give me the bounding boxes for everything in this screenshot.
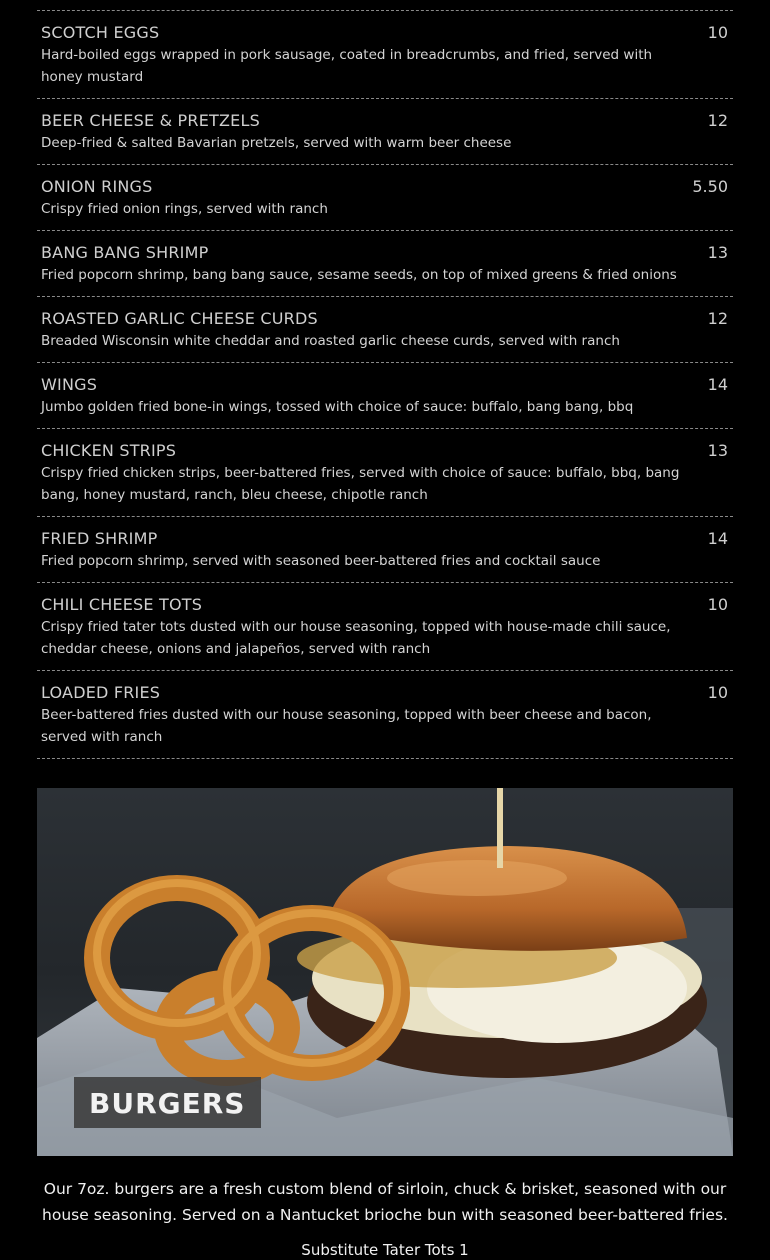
menu-item [37, 165, 733, 231]
menu-item-description: Hard-boiled eggs wrapped in pork sausage, coated in breadcrumbs, and fried, served with honey mustard [41, 47, 653, 85]
menu-item-name: LOADED FRIES [41, 683, 161, 702]
menu-item-description: Fried popcorn shrimp, bang bang sauce, sesame seeds, on top of mixed greens & fried onions [41, 267, 677, 283]
menu-item-price: 5.50 [692, 177, 728, 196]
divider [37, 0, 733, 11]
menu-item-price: 14 [707, 375, 728, 394]
menu-item [37, 297, 733, 363]
menu-item-name: CHILI CHEESE TOTS [41, 595, 203, 614]
menu-item [37, 99, 733, 165]
section-title: BURGERS [74, 1077, 261, 1128]
menu-item-name: WINGS [41, 375, 98, 394]
menu-item-name: ROASTED GARLIC CHEESE CURDS [41, 309, 318, 328]
menu-item-price: 12 [707, 309, 728, 328]
menu-item-description: Crispy fried chicken strips, beer-battered fries, served with choice of sauce: buffalo, bbq, bang bang, honey mustard, ranch, bleu cheese, chipotle ranch [41, 465, 680, 503]
menu-item-description: Beer-battered fries dusted with our house seasoning, topped with beer cheese and bacon, served with ranch [41, 707, 652, 745]
menu-item-price: 12 [707, 111, 728, 130]
menu-item [37, 583, 733, 671]
menu-item-description: Breaded Wisconsin white cheddar and roasted garlic cheese curds, served with ranch [41, 333, 620, 349]
section-intro: Our 7oz. burgers are a fresh custom blend of sirloin, chuck & brisket, seasoned with our house seasoning. Served on a Nantucket brioche bun with seasoned beer-battered fries. [42, 1180, 728, 1224]
menu-item-name: ONION RINGS [41, 177, 153, 196]
menu-item-description: Crispy fried tater tots dusted with our house seasoning, topped with house-made chili sauce, cheddar cheese, onions and jalapeños, served with ranch [41, 619, 671, 657]
menu-item [37, 231, 733, 297]
menu-item [37, 517, 733, 583]
menu-item-price: 14 [707, 529, 728, 548]
substitute-note: Substitute Tater Tots 1 [301, 1241, 469, 1259]
menu-item-name: SCOTCH EGGS [41, 23, 160, 42]
menu-item [37, 11, 733, 99]
menu-item-description: Jumbo golden fried bone-in wings, tossed with choice of sauce: buffalo, bang bang, bbq [41, 399, 634, 415]
menu-item-description: Deep-fried & salted Bavarian pretzels, served with warm beer cheese [41, 135, 512, 151]
menu-item-price: 10 [707, 595, 728, 614]
menu-item [37, 363, 733, 429]
appetizer-menu [37, 0, 733, 759]
menu-item [37, 429, 733, 517]
menu-item-name: BEER CHEESE & PRETZELS [41, 111, 260, 130]
menu-item-name: FRIED SHRIMP [41, 529, 158, 548]
menu-item-price: 10 [707, 23, 728, 42]
menu-item [37, 671, 733, 759]
menu-item-price: 10 [707, 683, 728, 702]
menu-item-description: Fried popcorn shrimp, served with seasoned beer-battered fries and cocktail sauce [41, 553, 601, 569]
menu-item-price: 13 [707, 441, 728, 460]
menu-item-name: CHICKEN STRIPS [41, 441, 177, 460]
menu-item-description: Crispy fried onion rings, served with ranch [41, 201, 328, 217]
menu-item-price: 13 [707, 243, 728, 262]
burgers-hero-image [37, 788, 733, 1156]
menu-item-name: BANG BANG SHRIMP [41, 243, 209, 262]
